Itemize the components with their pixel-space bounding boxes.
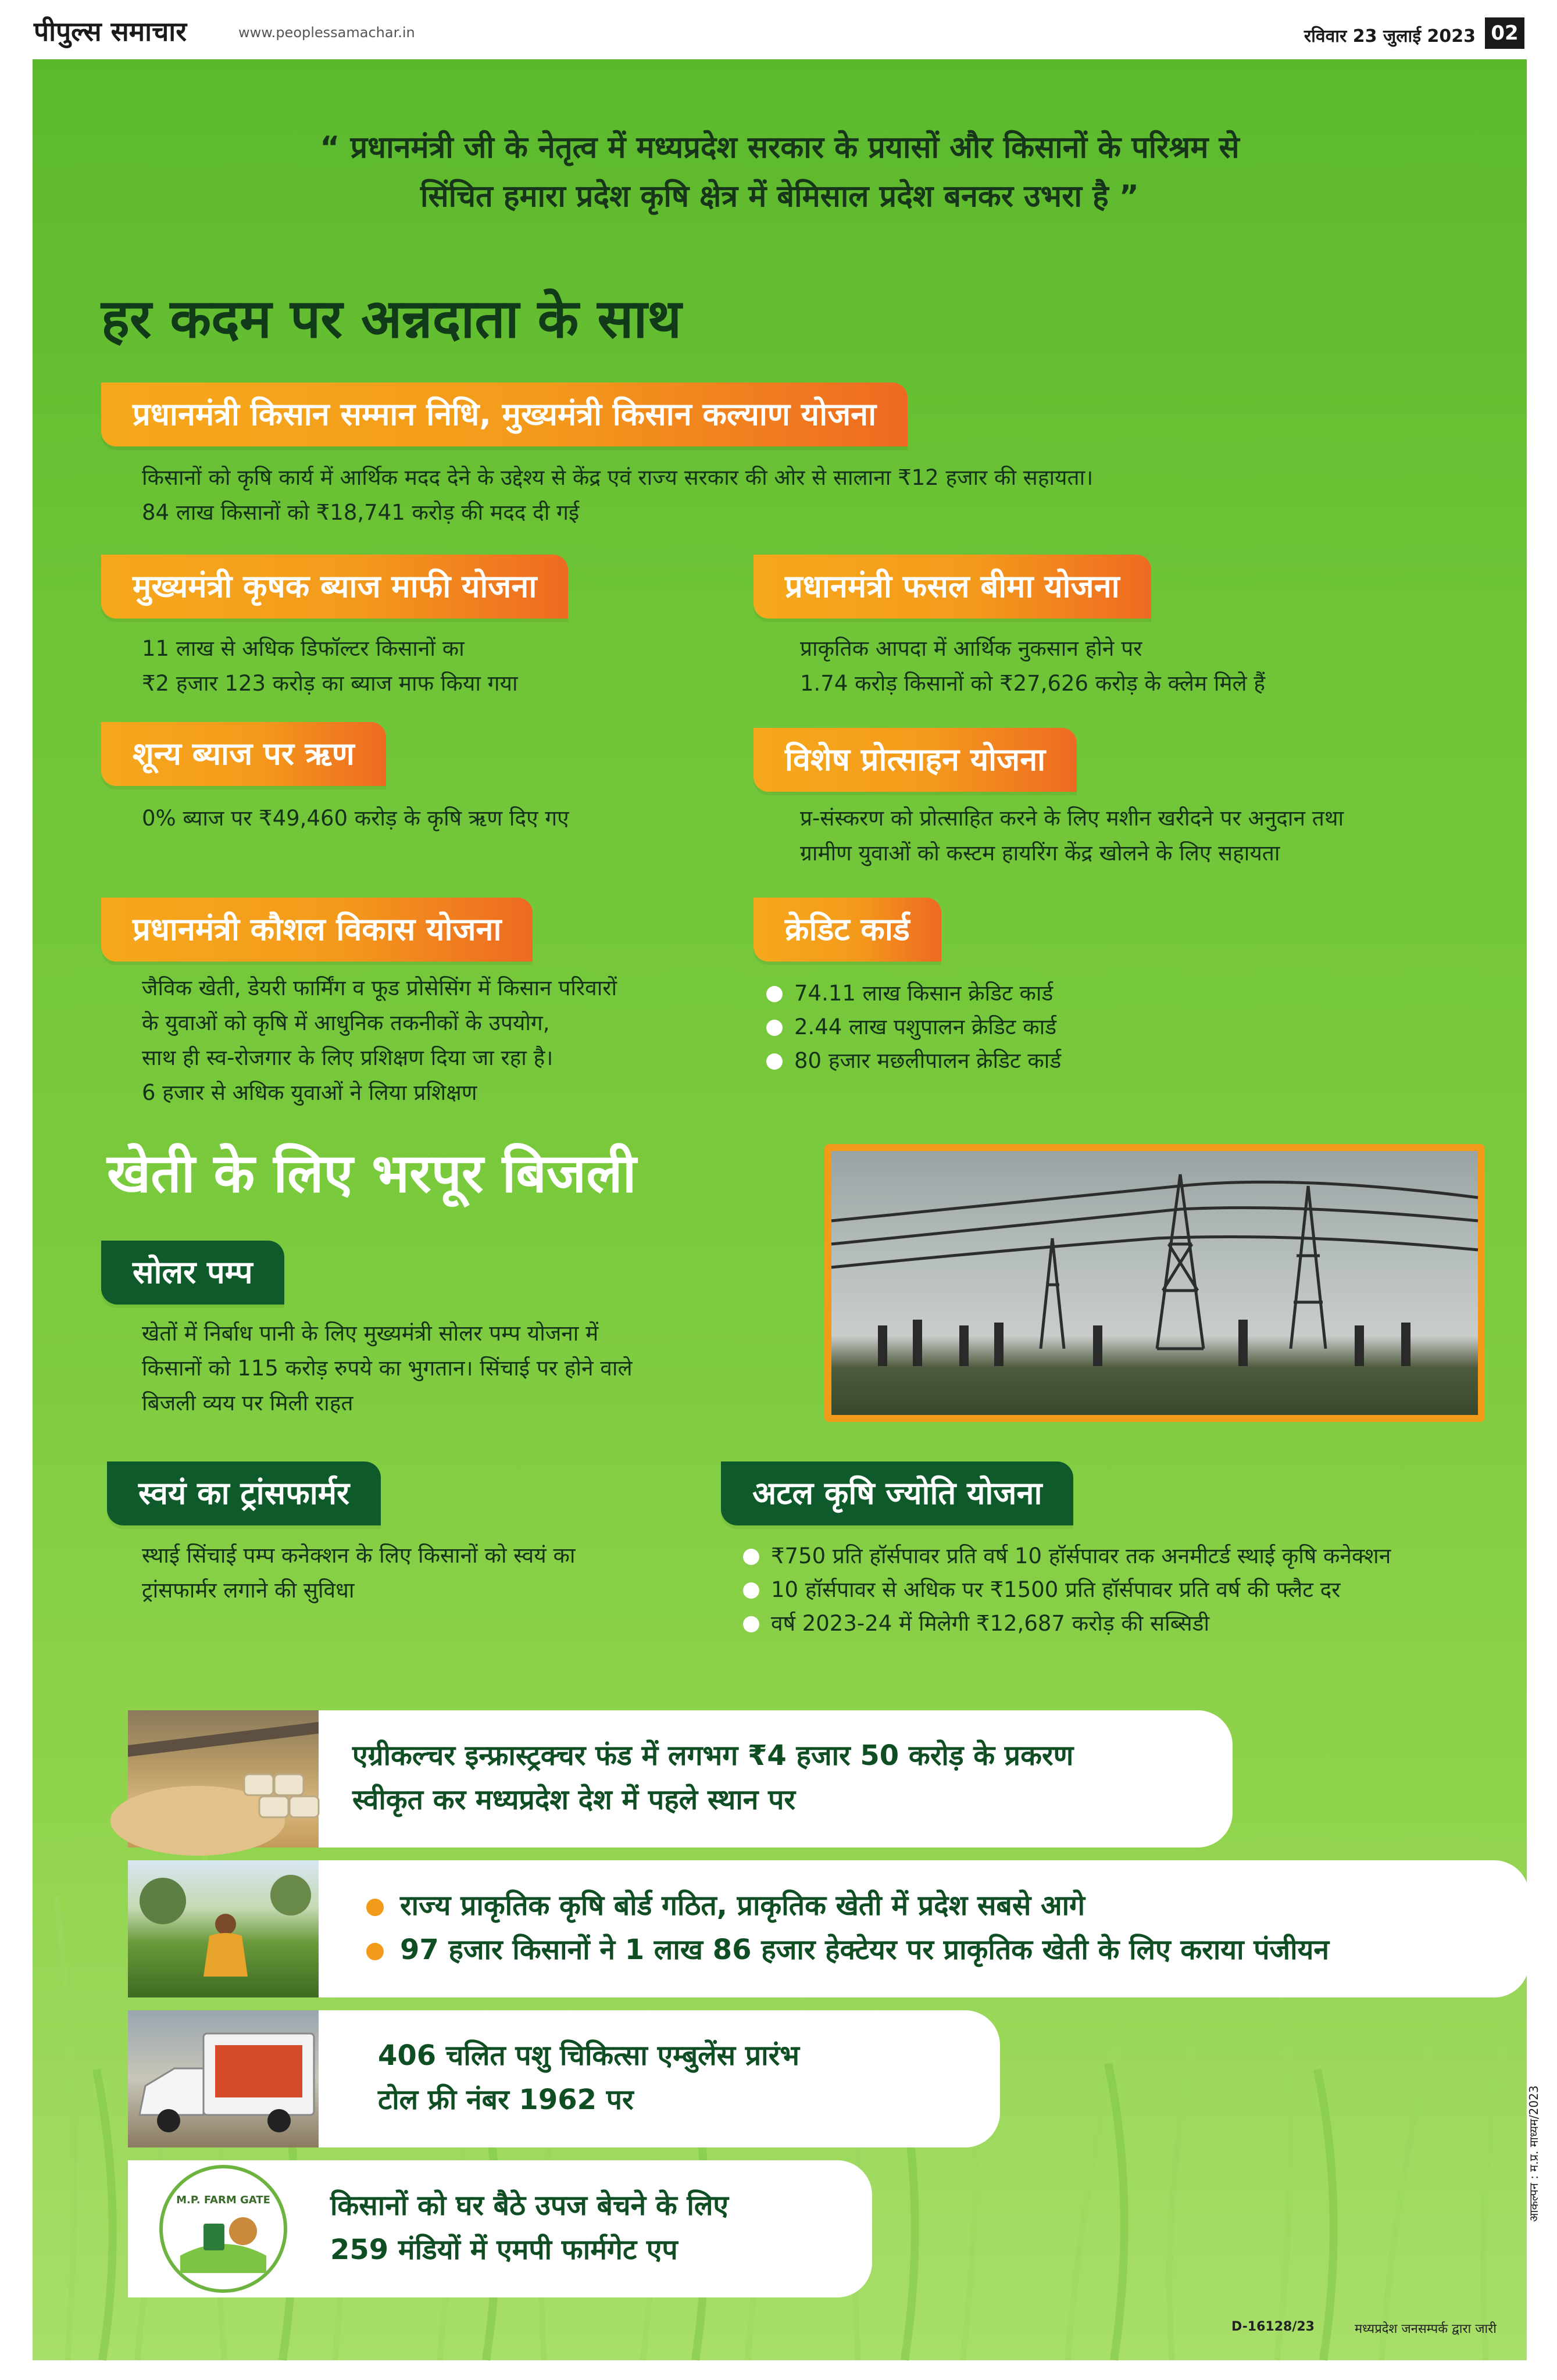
pashu-ambulance-line-2: टोल फ्री नंबर 1962 पर (378, 2084, 634, 2116)
transmission-tower-graphic (831, 1151, 1478, 1415)
kaushal-text (142, 971, 617, 1110)
byaj-mafi-title: मुख्यमंत्री कृषक ब्याज माफी योजना (101, 555, 568, 619)
farmgate-card (128, 2160, 872, 2297)
kaushal-line-3: साथ ही स्व-रोजगार के लिए प्रशिक्षण दिया जा रहा है। (142, 1045, 553, 1070)
solar-pump-line-2: किसानों को 115 करोड़ रुपये का भुगतान। सिंचाई पर होने वाले (142, 1356, 633, 1381)
ambulance-vehicle-graphic (128, 2010, 319, 2147)
infra-fund-line-1: एग्रीकल्चर इन्फ्रास्ट्रक्चर फंड में लगभग ₹4 हजार 50 करोड़ के प्रकरण (352, 1739, 1074, 1772)
shunya-byaj-title: शून्य ब्याज पर ऋण (101, 722, 386, 786)
website-url: www.peoplessamachar.in (238, 24, 415, 41)
byaj-mafi-text (142, 631, 518, 701)
pashu-ambulance-card (128, 2010, 1000, 2147)
prakritik-kheti-line-2 (366, 1928, 1329, 1972)
warehouse-grain-photo (128, 1710, 319, 1847)
infra-fund-text (352, 1734, 1073, 1822)
farmgate-text (330, 2184, 728, 2272)
list-item: 74.11 लाख किसान क्रेडिट कार्ड (766, 977, 1061, 1010)
grain-sacks-graphic (128, 1710, 319, 1847)
transformer-title: स्वयं का ट्रांसफार्मर (107, 1461, 381, 1525)
section-heading-annadata: हर कदम पर अन्नदाता के साथ (101, 288, 682, 350)
prakritik-kheti-text (366, 1884, 1329, 1972)
solar-pump-line-3: बिजली व्यय पर मिली राहत (142, 1391, 353, 1416)
solar-pump-text (142, 1316, 633, 1421)
fasal-bima-text (800, 631, 1265, 701)
list-item: ₹750 प्रति हॉर्सपावर प्रति वर्ष 10 हॉर्सपावर तक अनमीटर्ड स्थाई कृषि कनेक्शन (743, 1539, 1391, 1573)
prakritik-kheti-line-1 (366, 1884, 1329, 1928)
list-item: 2.44 लाख पशुपालन क्रेडिट कार्ड (766, 1010, 1061, 1044)
masthead (0, 0, 1557, 58)
orange-bullet-icon (366, 1899, 384, 1916)
kaushal-line-2: के युवाओं को कृषि में आधुनिक तकनीकों के उपयोग, (142, 1010, 550, 1035)
byaj-mafi-line-1: 11 लाख से अधिक डिफॉल्टर किसानों का (142, 636, 465, 661)
fasal-bima-line-1: प्राकृतिक आपदा में आर्थिक नुकसान होने पर (800, 636, 1142, 661)
kisan-samman-line-2: 84 लाख किसानों को ₹18,741 करोड़ की मदद दी गई (142, 500, 580, 525)
quote-line-2: सिंचित हमारा प्रदेश कृषि क्षेत्र में बेमिसाल प्रदेश बनकर उभरा है ” (420, 179, 1139, 214)
solar-pump-title: सोलर पम्प (101, 1241, 284, 1305)
credit-card-list (766, 977, 1061, 1078)
kaushal-title: प्रधानमंत्री कौशल विकास योजना (101, 898, 533, 962)
farmer-graphic (128, 1860, 319, 1997)
protsahan-line-2: ग्रामीण युवाओं को कस्टम हायरिंग केंद्र खोलने के लिए सहायता (800, 841, 1280, 866)
power-substation-photo (824, 1144, 1485, 1422)
design-credit: आकल्पन : म.प्र. माध्यम/2023 (1527, 2085, 1541, 2222)
atal-jyoti-list (743, 1539, 1391, 1641)
fasal-bima-line-2: 1.74 करोड़ किसानों को ₹27,626 करोड़ के क्लेम मिले हैं (800, 671, 1266, 696)
farmgate-logo (159, 2165, 287, 2293)
protsahan-title: विशेष प्रोत्साहन योजना (753, 728, 1077, 792)
publisher-credit: मध्यप्रदेश जनसम्पर्क द्वारा जारी (1355, 2322, 1497, 2336)
infra-fund-line-2: स्वीकृत कर मध्यप्रदेश देश में पहले स्थान पर (352, 1784, 796, 1816)
page-number: 02 (1485, 17, 1524, 49)
list-item: 10 हॉर्सपावर से अधिक पर ₹1500 प्रति हॉर्सपावर प्रति वर्ष की फ्लैट दर (743, 1573, 1391, 1607)
quote-line-1: “ प्रधानमंत्री जी के नेतृत्व में मध्यप्रदेश सरकार के प्रयासों और किसानों के परिश्रम से (320, 130, 1240, 165)
kisan-samman-title: प्रधानमंत्री किसान सम्मान निधि, मुख्यमंत्री किसान कल्याण योजना (101, 383, 908, 446)
advertisement-panel (33, 59, 1541, 2360)
orange-bullet-icon (366, 1943, 384, 1960)
prakritik-kheti-card (128, 1860, 1529, 1997)
issue-date: रविवार 23 जुलाई 2023 (1304, 26, 1476, 47)
protsahan-text (800, 801, 1344, 871)
farmgate-line-1: किसानों को घर बैठे उपज बेचने के लिए (330, 2189, 728, 2222)
kisan-samman-line-1: किसानों को कृषि कार्य में आर्थिक मदद देने के उद्देश्य से केंद्र एवं राज्य सरकार की ओर से सालाना ₹12 हजार की सहायता। (142, 465, 1094, 490)
infra-fund-card (128, 1710, 1233, 1847)
credit-card-title: क्रेडिट कार्ड (753, 898, 941, 962)
kaushal-line-1: जैविक खेती, डेयरी फार्मिंग व फूड प्रोसेसिंग में किसान परिवारों (142, 975, 617, 1000)
farmgate-line-2: 259 मंडियों में एमपी फार्मगेट एप (330, 2234, 678, 2266)
transformer-text (142, 1538, 575, 1608)
ambulance-photo (128, 2010, 319, 2147)
kisan-samman-text (142, 460, 1093, 530)
shunya-byaj-text: 0% ब्याज पर ₹49,460 करोड़ के कृषि ऋण दिए गए (142, 806, 569, 831)
svg-text:M.P. FARM GATE: M.P. FARM GATE (176, 2194, 270, 2206)
transformer-line-1: स्थाई सिंचाई पम्प कनेक्शन के लिए किसानों को स्वयं का (142, 1543, 576, 1568)
list-item: 80 हजार मछलीपालन क्रेडिट कार्ड (766, 1044, 1061, 1078)
farmer-field-photo (128, 1860, 319, 1997)
prakritik-kheti-line-1-text: राज्य प्राकृतिक कृषि बोर्ड गठित, प्राकृतिक खेती में प्रदेश सबसे आगे (400, 1889, 1085, 1922)
kaushal-line-4: 6 हजार से अधिक युवाओं ने लिया प्रशिक्षण (142, 1080, 477, 1105)
transformer-line-2: ट्रांसफार्मर लगाने की सुविधा (142, 1578, 355, 1603)
solar-pump-line-1: खेतों में निर्बाध पानी के लिए मुख्यमंत्री सोलर पम्प योजना में (142, 1321, 599, 1346)
newspaper-logo: पीपुल्स समाचार (34, 16, 187, 47)
atal-jyoti-title: अटल कृषि ज्योति योजना (721, 1461, 1073, 1525)
section-heading-bijli: खेती के लिए भरपूर बिजली (107, 1142, 637, 1205)
list-item: वर्ष 2023-24 में मिलेगी ₹12,687 करोड़ की सब्सिडी (743, 1607, 1391, 1641)
ad-code: D-16128/23 (1231, 2320, 1315, 2334)
byaj-mafi-line-2: ₹2 हजार 123 करोड़ का ब्याज माफ किया गया (142, 671, 518, 696)
quote-block (33, 123, 1527, 221)
farmgate-logo-graphic (163, 2168, 284, 2289)
pashu-ambulance-text (378, 2034, 799, 2122)
prakritik-kheti-line-2-text: 97 हजार किसानों ने 1 लाख 86 हजार हेक्टेयर पर प्राकृतिक खेती के लिए कराया पंजीयन (400, 1934, 1330, 1966)
fasal-bima-title: प्रधानमंत्री फसल बीमा योजना (753, 555, 1151, 619)
protsahan-line-1: प्र-संस्करण को प्रोत्साहित करने के लिए मशीन खरीदने पर अनुदान तथा (800, 806, 1344, 831)
pashu-ambulance-line-1: 406 चलित पशु चिकित्सा एम्बुलेंस प्रारंभ (378, 2039, 799, 2072)
